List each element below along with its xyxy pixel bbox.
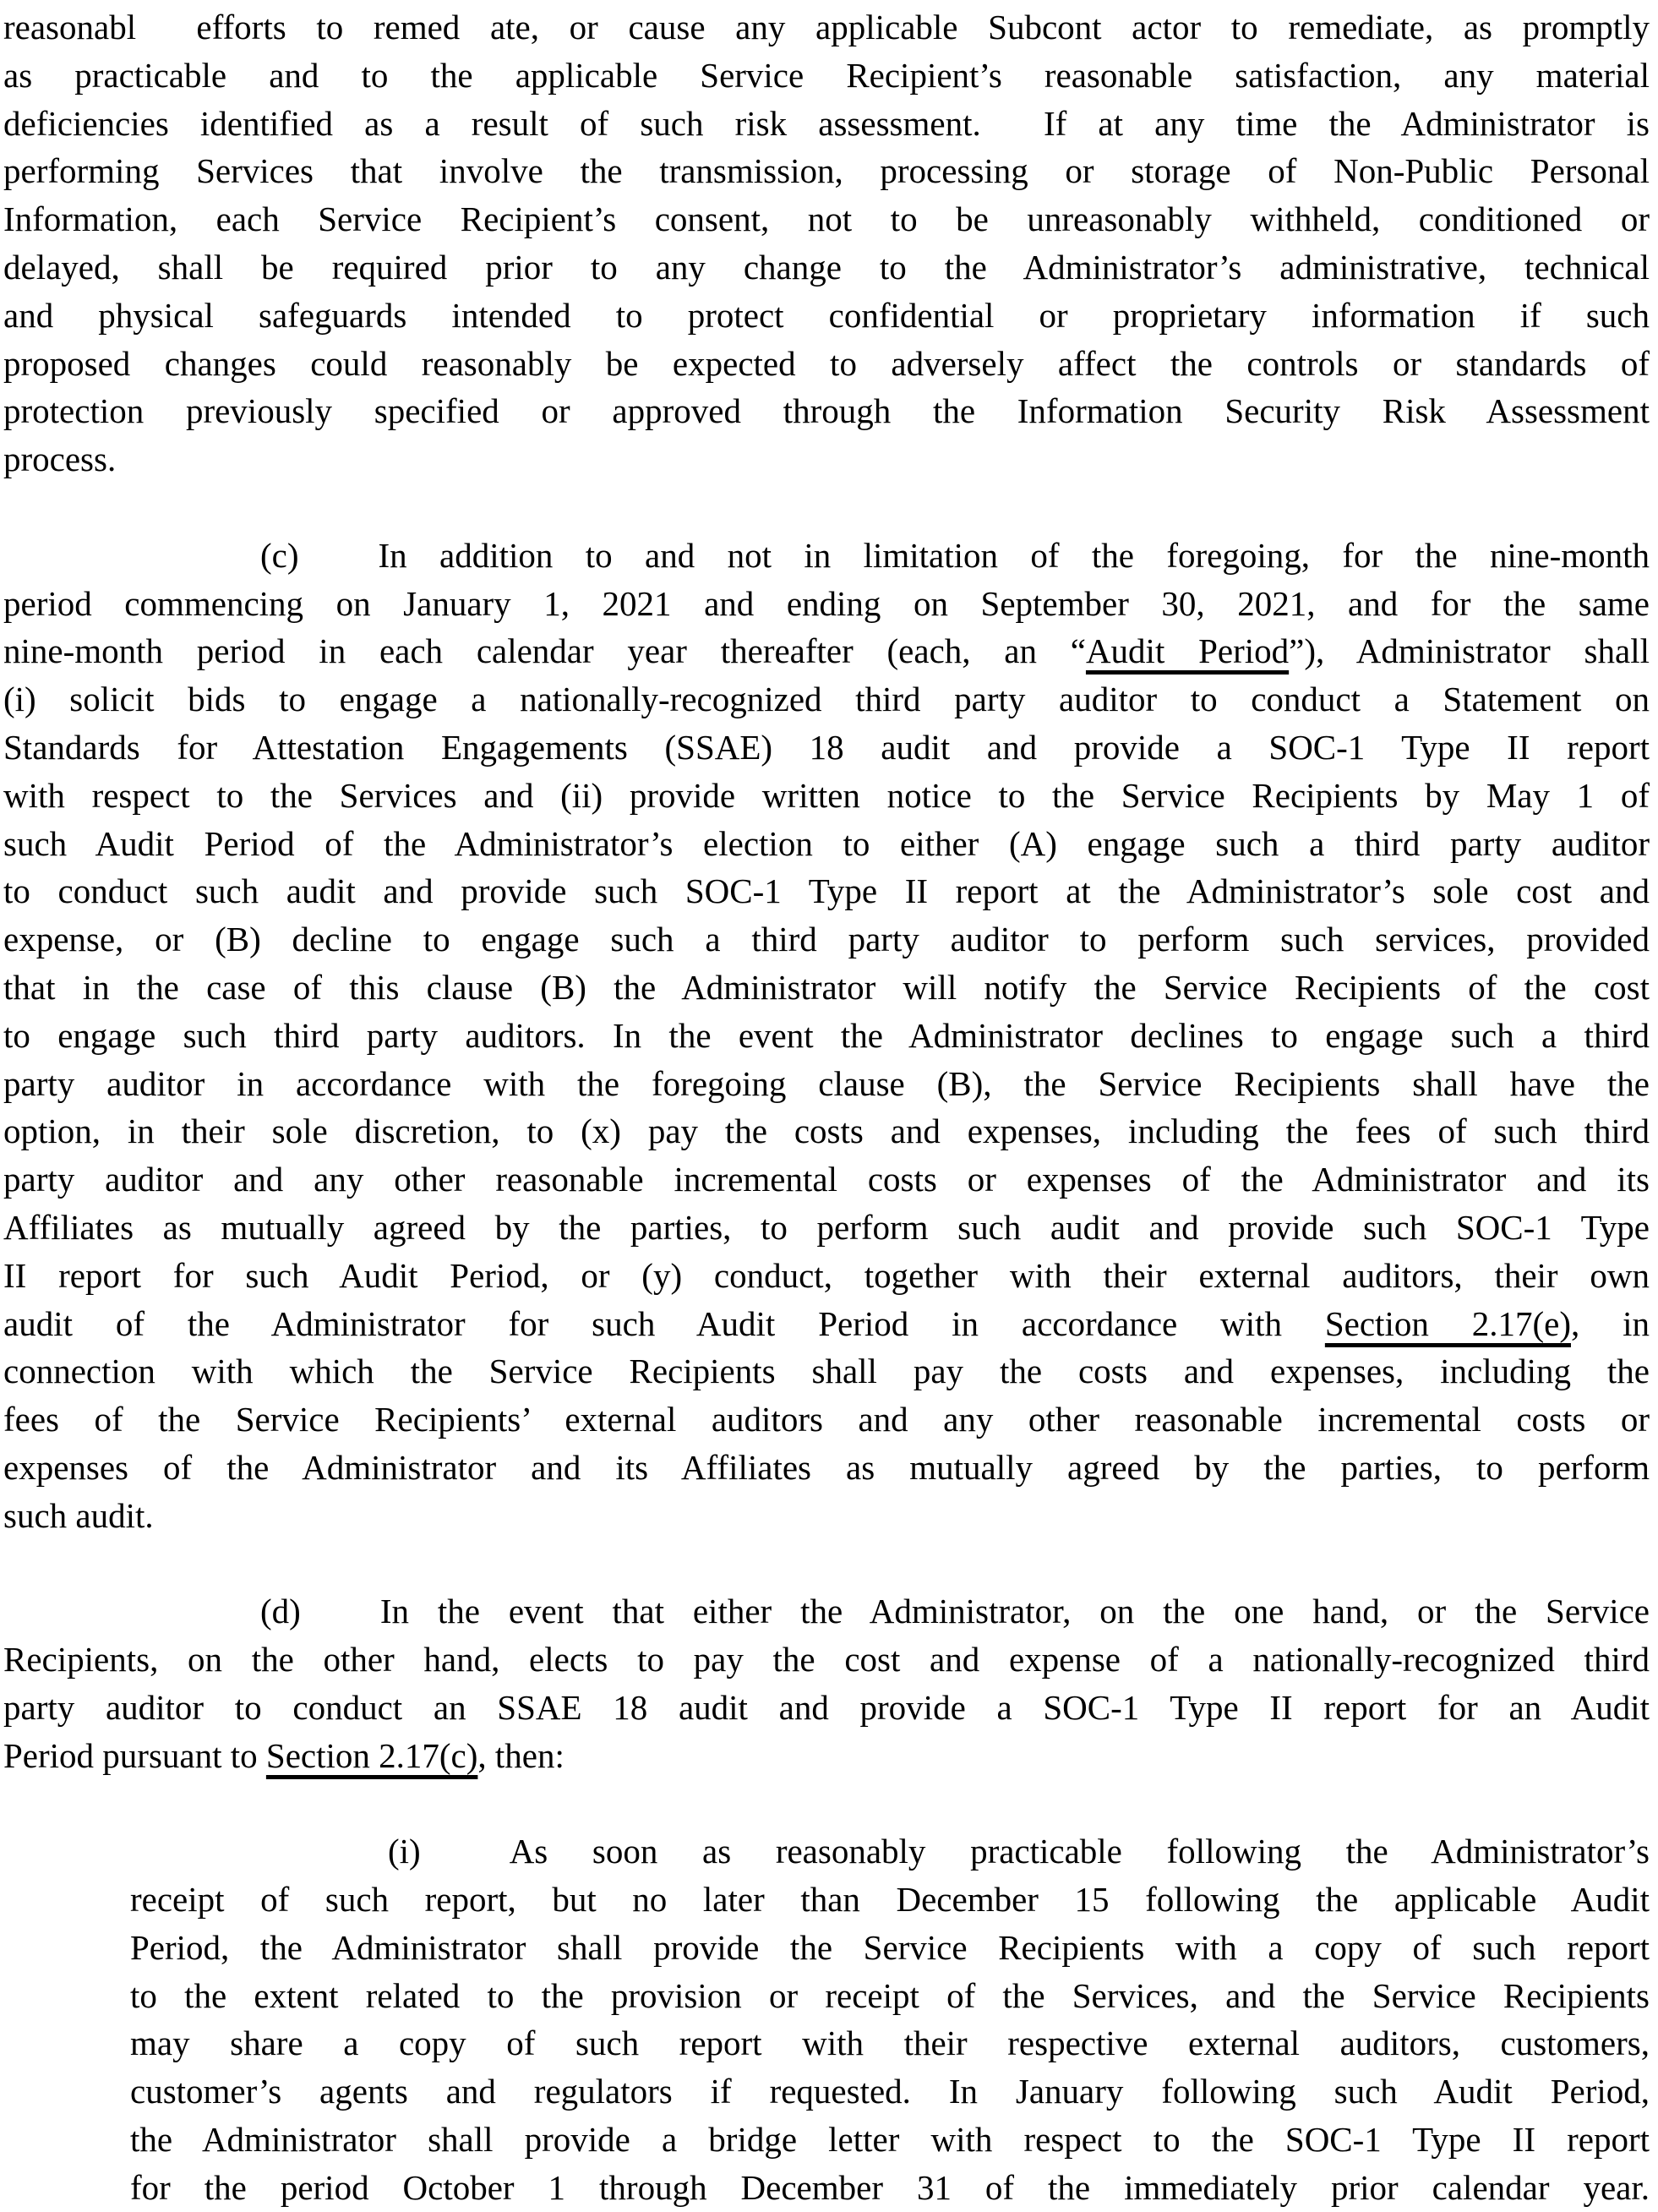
text-segment: ”), Administrator shall (1289, 631, 1650, 671)
text-line (3, 1395, 1650, 1444)
paragraph-d-audit-election (3, 1587, 1650, 1779)
text-line (3, 387, 1650, 435)
paragraph-c-audit-period (3, 532, 1650, 1540)
text-line (3, 1155, 1650, 1204)
text-segment: period commencing on January 1, 2021 and ending on September 30, 2021, and for the same (3, 583, 1650, 623)
text-line (130, 2164, 1650, 2212)
text-segment: II report for such Audit Period, or (y) conduct, together with their external auditors, their own (3, 1255, 1650, 1295)
text-line (3, 580, 1650, 628)
text-line (130, 1827, 1650, 1876)
text-segment: fees of the Service Recipients’ external auditors and any other reasonable incremental costs or (3, 1400, 1650, 1439)
text-segment: party auditor in accordance with the foregoing clause (B), the Service Recipients shall have the (3, 1063, 1650, 1103)
underlined-reference: Audit Period (1085, 631, 1290, 671)
text-line (130, 2067, 1650, 2116)
text-segment: In addition to and not in limitation of the foregoing, for the nine-month (378, 535, 1650, 575)
text-line (3, 340, 1650, 388)
text-line (130, 2019, 1650, 2067)
text-line (3, 915, 1650, 964)
text-line (3, 675, 1650, 724)
text-segment: may share a copy of such report with their respective external auditors, customers, (130, 2024, 1650, 2063)
text-line (3, 1684, 1650, 1732)
text-line (3, 724, 1650, 772)
tab-space (421, 1862, 510, 1863)
text-segment: (c) (260, 535, 299, 575)
text-line (3, 1444, 1650, 1492)
text-line (3, 195, 1650, 243)
text-segment: As soon as reasonably practicable following the Administrator’s (509, 1832, 1650, 1871)
text-line (3, 1636, 1650, 1684)
text-segment: as practicable and to the applicable Service Recipient’s reasonable satisfaction, any material (3, 55, 1650, 95)
tab-space (301, 1622, 380, 1623)
underlined-reference: Section 2.17(c) (265, 1735, 478, 1775)
underlined-reference: Section 2.17(e) (1324, 1303, 1571, 1343)
text-line (3, 292, 1650, 340)
text-segment: that in the case of this clause (B) the Administrator will notify the Service Recipients of the cost (3, 967, 1650, 1007)
text-segment: reasonabl efforts to remed ate, or cause any applicable Subcont actor to remediate, as promptly (3, 8, 1650, 46)
text-segment: to conduct such audit and provide such SOC-1 Type II report at the Administrator’s sole cost and (3, 871, 1650, 911)
text-segment: such audit. (3, 1495, 154, 1535)
text-segment: In the event that either the Administrator, on the one hand, or the Service (379, 1592, 1650, 1631)
text-line (3, 1012, 1650, 1060)
text-segment: nine-month period in each calendar year thereafter (each, an “ (3, 631, 1086, 671)
text-line (3, 820, 1650, 868)
text-segment: Period, the Administrator shall provide the Service Recipients with a copy of such report (130, 1927, 1650, 1967)
text-line (3, 1492, 1650, 1540)
text-segment: to engage such third party auditors. In the event the Administrator declines to engage such a third (3, 1015, 1650, 1055)
text-line (3, 147, 1650, 195)
text-segment: party auditor to conduct an SSAE 18 audit and provide a SOC-1 Type II report for an Audit (3, 1687, 1650, 1727)
text-segment: with respect to the Services and (ii) provide written notice to the Service Recipients by May 1 of (3, 775, 1650, 815)
subparagraph-i-report-delivery (130, 1827, 1650, 2211)
text-segment: Affiliates as mutually agreed by the parties, to perform such audit and provide such SOC-1 Type (3, 1207, 1650, 1247)
text-segment: connection with which the Service Recipients shall pay the costs and expenses, including the (3, 1352, 1650, 1391)
text-segment: , in (1570, 1303, 1650, 1343)
text-line (130, 1972, 1650, 2020)
text-segment: , then: (477, 1735, 564, 1775)
text-segment: (i) solicit bids to engage a nationally-recognized third party auditor to conduct a Statement on (3, 680, 1650, 719)
text-segment: deficiencies identified as a result of such risk assessment. If at any time the Administrator is (3, 103, 1650, 143)
text-segment: delayed, shall be required prior to any change to the Administrator’s administrative, technical (3, 247, 1650, 287)
text-segment: (d) (260, 1592, 301, 1631)
text-segment: Information, each Service Recipient’s consent, not to be unreasonably withheld, conditioned or (3, 199, 1650, 239)
text-line (3, 435, 1650, 483)
text-segment: receipt of such report, but no later than December 15 following the applicable Audit (130, 1880, 1650, 1920)
text-line (3, 3, 1650, 52)
text-segment: option, in their sole discretion, to (x) pay the costs and expenses, including the fees of such third (3, 1111, 1650, 1151)
text-line (130, 2116, 1650, 2164)
text-line (3, 964, 1650, 1012)
text-line (3, 1060, 1650, 1108)
text-segment: the Administrator shall provide a bridge letter with respect to the SOC-1 Type II report (130, 2120, 1650, 2160)
text-line (3, 1347, 1650, 1395)
paragraph-intro-risk-assessment (3, 3, 1650, 483)
text-segment: and physical safeguards intended to protect confidential or proprietary information if such (3, 295, 1650, 335)
text-segment: party auditor and any other reasonable incremental costs or expenses of the Administrator and its (3, 1160, 1650, 1199)
text-segment: performing Services that involve the transmission, processing or storage of Non-Public Personal (3, 151, 1650, 191)
text-line (3, 1732, 1650, 1780)
text-segment: to the extent related to the provision or receipt of the Services, and the Service Recipients (130, 1975, 1650, 2015)
text-line (3, 1300, 1650, 1348)
tab-space (299, 566, 379, 567)
text-segment: for the period October 1 through December 31 of the immediately prior calendar year. (130, 2167, 1650, 2207)
text-segment: proposed changes could reasonably be expected to adversely affect the controls or standards of (3, 343, 1650, 383)
text-segment: such Audit Period of the Administrator’s election to either (A) engage such a third party auditor (3, 823, 1650, 863)
text-line (3, 1107, 1650, 1155)
text-line (130, 1876, 1650, 1924)
text-line (3, 532, 1650, 580)
text-segment: Standards for Attestation Engagements (SSAE) 18 audit and provide a SOC-1 Type II report (3, 727, 1650, 767)
text-line (3, 243, 1650, 292)
text-segment: expense, or (B) decline to engage such a third party auditor to perform such services, provided (3, 920, 1650, 959)
text-segment: expenses of the Administrator and its Affiliates as mutually agreed by the parties, to perform (3, 1447, 1650, 1487)
text-segment: Recipients, on the other hand, elects to pay the cost and expense of a nationally-recognized third (3, 1640, 1650, 1679)
text-segment: process. (3, 440, 117, 479)
text-segment: audit of the Administrator for such Audit Period in accordance with (3, 1303, 1325, 1343)
text-segment: customer’s agents and regulators if requested. In January following such Audit Period, (130, 2072, 1650, 2111)
text-line (130, 1924, 1650, 1972)
text-line (3, 772, 1650, 820)
text-line (3, 867, 1650, 915)
text-segment: protection previously specified or approved through the Information Security Risk Assessment (3, 391, 1650, 431)
text-line (3, 1204, 1650, 1252)
text-line (3, 627, 1650, 675)
text-line (3, 1252, 1650, 1300)
text-segment: (i) (388, 1832, 421, 1871)
text-line (3, 52, 1650, 100)
text-line (3, 100, 1650, 148)
text-segment: Period pursuant to (3, 1735, 266, 1775)
text-line (3, 1587, 1650, 1636)
